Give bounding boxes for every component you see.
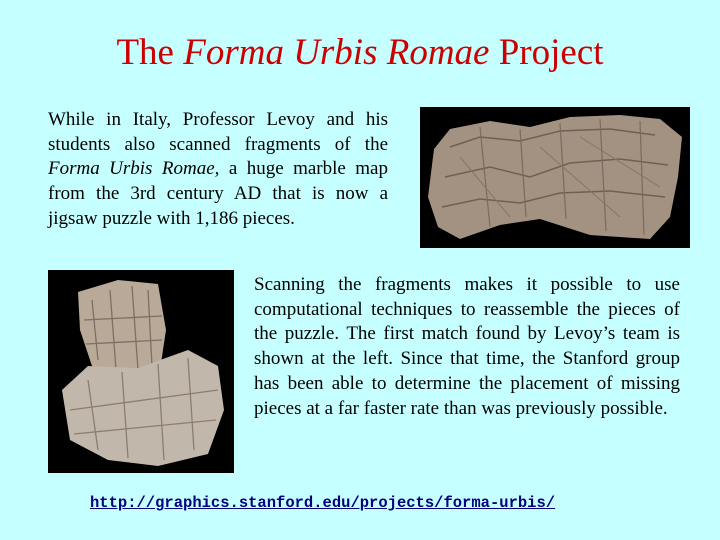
project-link[interactable]: http://graphics.stanford.edu/projects/forma-urbis/ <box>90 494 556 512</box>
intro-paragraph: While in Italy, Professor Levoy and his students also scanned fragments of the Forma Urbis Romae, a huge marble map from the 3rd century AD that is now a jigsaw puzzle with 1,186 pieces. <box>48 109 388 229</box>
matched-fragments-photo <box>48 270 234 473</box>
intro-italic-part: Forma Urbis Romae, <box>48 158 220 180</box>
scanning-paragraph: Scanning the fragments makes it possible to use computational techniques to reassemble the pieces of the puzzle. The first match found by Levoy’s team is shown at the left. Since that time, the Stanford group has been able to determine the placement of missing pieces at a far faster rate than was previously possible. <box>254 274 680 419</box>
slide-title: The Forma Urbis Romae Project <box>116 32 604 73</box>
title-italic-part: Forma Urbis Romae <box>183 32 490 73</box>
marble-fragment-photo <box>420 107 690 248</box>
